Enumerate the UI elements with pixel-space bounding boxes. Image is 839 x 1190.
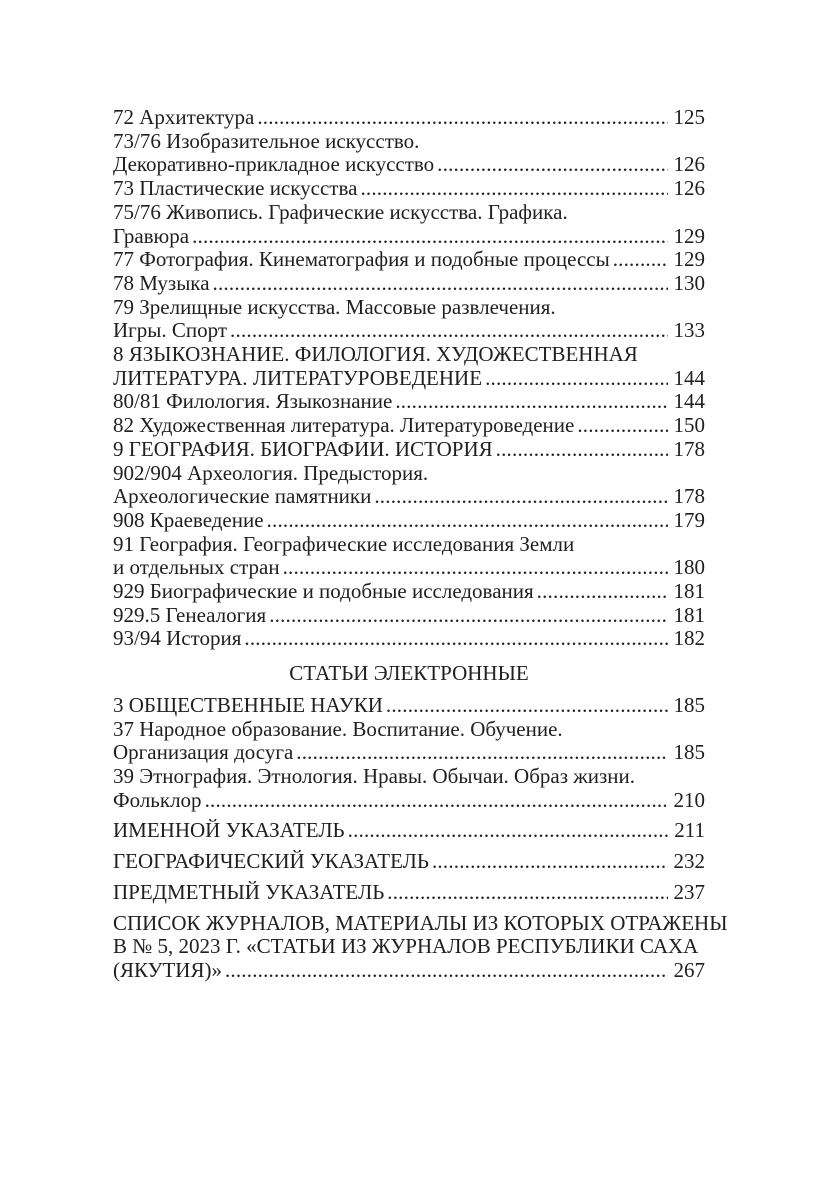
toc-row bbox=[113, 935, 705, 959]
toc-page-number: 179 bbox=[673, 507, 705, 532]
toc-entry-label: Фольклор bbox=[113, 787, 202, 812]
dot-leader bbox=[296, 741, 667, 765]
toc-row bbox=[113, 390, 705, 414]
dot-leader bbox=[387, 881, 667, 905]
toc-row bbox=[113, 580, 705, 604]
dot-leader bbox=[257, 106, 667, 130]
dot-leader bbox=[244, 627, 667, 651]
toc-row bbox=[113, 367, 705, 391]
dot-leader bbox=[348, 819, 669, 843]
toc-entry-label: 908 Краеведение bbox=[113, 507, 264, 532]
toc-row bbox=[113, 319, 705, 343]
toc-row bbox=[113, 485, 705, 509]
toc-entry-label: (ЯКУТИЯ)» bbox=[113, 957, 222, 982]
toc-page-number: 126 bbox=[673, 152, 705, 177]
toc-row bbox=[113, 556, 705, 580]
toc-entry-label: 929.5 Генеалогия bbox=[113, 602, 267, 627]
toc-row bbox=[113, 462, 705, 486]
toc-entry-label: 73 Пластические искусства bbox=[113, 176, 358, 201]
dot-leader bbox=[225, 959, 668, 983]
toc-entry-label: ЛИТЕРАТУРА. ЛИТЕРАТУРОВЕДЕНИЕ bbox=[113, 365, 483, 390]
toc-page-number: 182 bbox=[673, 626, 705, 651]
toc-row bbox=[113, 959, 705, 983]
dot-leader bbox=[432, 850, 668, 874]
toc-row bbox=[113, 850, 705, 874]
toc-page-number: 144 bbox=[673, 365, 705, 390]
toc-page-number: 150 bbox=[673, 413, 705, 438]
toc-row bbox=[113, 177, 705, 201]
toc-row bbox=[113, 296, 705, 320]
toc-entry-label: В № 5, 2023 Г. «СТАТЬИ ИЗ ЖУРНАЛОВ РЕСПУБЛИКИ САХА bbox=[113, 934, 699, 959]
dot-leader bbox=[192, 225, 667, 249]
toc-row bbox=[113, 248, 705, 272]
toc-row bbox=[113, 533, 705, 557]
toc-entry-label: ГЕОГРАФИЧЕСКИЙ УКАЗАТЕЛЬ bbox=[113, 849, 429, 874]
toc-page-number: 125 bbox=[673, 105, 705, 129]
toc-page-number: 210 bbox=[673, 787, 705, 812]
toc-page-number: 178 bbox=[673, 484, 705, 509]
toc-row bbox=[113, 130, 705, 154]
toc-page-number: 180 bbox=[673, 555, 705, 580]
toc-print-section bbox=[113, 106, 705, 651]
toc-page-number: 178 bbox=[673, 436, 705, 461]
toc-entry-label: 91 География. Географические исследования Земли bbox=[113, 531, 575, 556]
toc-row bbox=[113, 438, 705, 462]
toc-entry-label: ПРЕДМЕТНЫЙ УКАЗАТЕЛЬ bbox=[113, 879, 385, 904]
toc-row bbox=[113, 272, 705, 296]
dot-leader bbox=[613, 248, 668, 272]
toc-page-number: 181 bbox=[673, 579, 705, 604]
toc-entry-label: 79 Зрелищные искусства. Массовые развлечения. bbox=[113, 294, 556, 319]
toc-page-number: 185 bbox=[673, 740, 705, 765]
toc-page-number: 181 bbox=[673, 602, 705, 627]
toc-row bbox=[113, 694, 705, 718]
dot-leader bbox=[230, 319, 667, 343]
dot-leader bbox=[496, 438, 668, 462]
toc-row bbox=[113, 201, 705, 225]
toc-entry-label: 3 ОБЩЕСТВЕННЫЕ НАУКИ bbox=[113, 692, 383, 717]
toc-row bbox=[113, 819, 705, 843]
toc-entry-label: Организация досуга bbox=[113, 740, 294, 765]
toc-entry-label: 929 Биографические и подобные исследования bbox=[113, 579, 534, 604]
section-heading-label: СТАТЬИ ЭЛЕКТРОННЫЕ bbox=[289, 661, 529, 686]
toc-row bbox=[113, 509, 705, 533]
toc-row bbox=[113, 789, 705, 813]
toc-entry-label: 77 Фотография. Кинематография и подобные процессы bbox=[113, 247, 610, 272]
toc-entry-label: 9 ГЕОГРАФИЯ. БИОГРАФИИ. ИСТОРИЯ bbox=[113, 436, 493, 461]
toc-electronic-section bbox=[113, 692, 728, 983]
toc-entry-label: Археологические памятники bbox=[113, 484, 372, 509]
dot-leader bbox=[283, 556, 668, 580]
dot-leader bbox=[437, 153, 667, 177]
toc-entry-label: 75/76 Живопись. Графические искусства. Графика. bbox=[113, 199, 568, 224]
toc-entry-label: 93/94 История bbox=[113, 626, 242, 651]
toc-entry-label: и отдельных стран bbox=[113, 555, 280, 580]
toc-row bbox=[113, 414, 705, 438]
toc-page-number: 130 bbox=[673, 270, 705, 295]
dot-leader bbox=[577, 414, 667, 438]
toc-row bbox=[113, 225, 705, 249]
toc-entry-label: 902/904 Археология. Предыстория. bbox=[113, 460, 429, 485]
toc-page-number: 129 bbox=[673, 247, 705, 272]
dot-leader bbox=[386, 694, 668, 718]
dot-leader bbox=[360, 177, 667, 201]
toc-entry-label: 73/76 Изобразительное искусство. bbox=[113, 128, 420, 153]
toc-entry-label: 8 ЯЗЫКОЗНАНИЕ. ФИЛОЛОГИЯ. ХУДОЖЕСТВЕННАЯ bbox=[113, 342, 638, 367]
toc-entry-label: 37 Народное образование. Воспитание. Обучение. bbox=[113, 716, 563, 741]
section-heading-electronic-articles bbox=[113, 662, 705, 686]
toc-row bbox=[113, 604, 705, 628]
toc-entry-label: 39 Этнография. Этнология. Нравы. Обычаи. Образ жизни. bbox=[113, 763, 636, 788]
toc-page-number: 211 bbox=[674, 818, 705, 843]
dot-leader bbox=[485, 367, 667, 391]
toc-page-number: 144 bbox=[673, 389, 705, 414]
toc-row bbox=[113, 106, 705, 130]
toc-entry-label: 80/81 Филология. Языкознание bbox=[113, 389, 393, 414]
dot-leader bbox=[213, 272, 668, 296]
dot-leader bbox=[395, 390, 667, 414]
dot-leader bbox=[205, 789, 668, 813]
toc-page-number: 185 bbox=[673, 692, 705, 717]
toc-row bbox=[113, 910, 728, 936]
toc-entry-label: 78 Музыка bbox=[113, 270, 210, 295]
dot-leader bbox=[269, 604, 667, 628]
toc-page-number: 232 bbox=[673, 849, 705, 874]
toc-entry-label: Игры. Спорт bbox=[113, 318, 228, 343]
dot-leader bbox=[537, 580, 668, 604]
toc-row bbox=[113, 718, 705, 742]
table-of-contents bbox=[113, 105, 728, 983]
toc-row bbox=[113, 881, 705, 905]
toc-entry-label: 82 Художественная литература. Литературоведение bbox=[113, 413, 575, 438]
toc-row bbox=[113, 627, 705, 651]
toc-page-number: 126 bbox=[673, 176, 705, 201]
toc-entry-label: ИМЕННОЙ УКАЗАТЕЛЬ bbox=[113, 818, 345, 843]
toc-entry-label: СПИСОК ЖУРНАЛОВ, МАТЕРИАЛЫ ИЗ КОТОРЫХ ОТРАЖЕНЫ bbox=[113, 910, 728, 935]
toc-page-number: 237 bbox=[673, 879, 705, 904]
toc-entry-label: Гравюра bbox=[113, 223, 190, 248]
toc-row bbox=[113, 765, 705, 789]
toc-page-number: 129 bbox=[673, 223, 705, 248]
toc-row bbox=[113, 741, 705, 765]
toc-page-number: 267 bbox=[673, 957, 705, 982]
toc-entry-label: Декоративно-прикладное искусство bbox=[113, 152, 435, 177]
toc-entry-label: 72 Архитектура bbox=[113, 105, 255, 129]
toc-row bbox=[113, 153, 705, 177]
dot-leader bbox=[374, 485, 667, 509]
dot-leader bbox=[267, 509, 668, 533]
toc-row bbox=[113, 343, 705, 367]
toc-page-number: 133 bbox=[673, 318, 705, 343]
